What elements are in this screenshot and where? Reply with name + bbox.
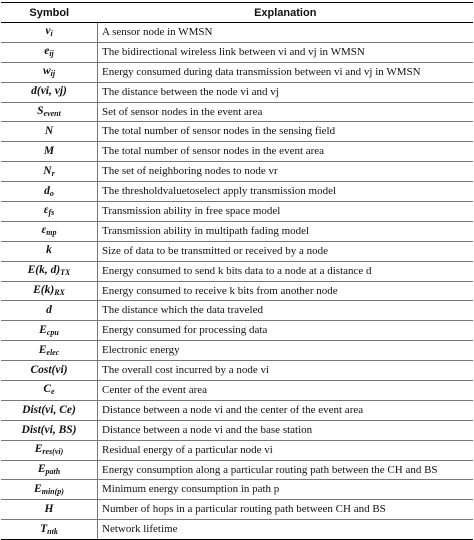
table-row	[1, 500, 473, 520]
symbol-main: k	[46, 244, 52, 257]
symbol-table	[1, 2, 473, 540]
explanation-cell: The total number of sensor nodes in the sensing field	[98, 122, 474, 142]
symbol-subscript: event	[43, 109, 61, 118]
symbol-main: Cost(vi)	[30, 363, 68, 376]
symbol-subscript: ntk	[47, 526, 58, 536]
symbol-cell	[1, 162, 98, 182]
table-row	[1, 301, 473, 321]
explanation-cell: Set of sensor nodes in the event area	[98, 102, 474, 122]
table-row	[1, 361, 473, 381]
symbol-main: E	[37, 463, 46, 476]
explanation-cell: Electronic energy	[98, 341, 474, 361]
symbol-subscript: cpu	[46, 327, 59, 337]
explanation-cell: Energy consumed to send k bits data to a node at a distance d	[98, 261, 474, 281]
symbol-cell	[1, 221, 98, 241]
symbol-main: d(vi, vj)	[31, 85, 67, 98]
table-row	[1, 341, 473, 361]
explanation-cell: The distance which the data traveled	[98, 301, 474, 321]
symbol-subscript: res(vi)	[42, 447, 64, 457]
header-row	[1, 3, 473, 23]
table-row	[1, 162, 473, 182]
table-row	[1, 23, 473, 43]
explanation-cell: A sensor node in WMSN	[98, 23, 474, 43]
symbol-cell	[1, 42, 98, 62]
symbol-cell	[1, 142, 98, 162]
explanation-cell: Energy consumption along a particular routing path between the CH and BS	[98, 460, 474, 480]
table-row	[1, 460, 473, 480]
symbol-subscript: ij	[50, 69, 56, 79]
symbol-subscript: o	[49, 188, 54, 198]
symbol-cell	[1, 321, 98, 341]
explanation-cell: Minimum energy consumption in path p	[98, 480, 474, 500]
explanation-cell: Distance between a node vi and the center of the event area	[98, 400, 474, 420]
symbol-subscript: r	[51, 168, 55, 178]
symbol-cell	[1, 122, 98, 142]
explanation-cell: The total number of sensor nodes in the event area	[98, 142, 474, 162]
symbol-subscript: RX	[54, 288, 65, 298]
symbol-cell	[1, 440, 98, 460]
table-row	[1, 102, 473, 122]
symbol-main: Dist(vi, BS)	[21, 423, 77, 436]
symbol-cell	[1, 520, 98, 540]
symbol-main: E	[38, 343, 47, 356]
table-body	[1, 23, 473, 540]
symbol-main: v	[45, 25, 51, 38]
table-row	[1, 420, 473, 440]
explanation-cell: Energy consumed for processing data	[98, 321, 474, 341]
symbol-main: N	[44, 125, 54, 138]
symbol-subscript: elec	[46, 347, 60, 357]
explanation-cell: The distance between the node vi and vj	[98, 82, 474, 102]
table-row	[1, 82, 473, 102]
explanation-column-header: Explanation	[98, 3, 474, 23]
symbol-main: E	[39, 323, 47, 336]
table-row	[1, 281, 473, 301]
explanation-cell: Center of the event area	[98, 381, 474, 401]
symbol-main: M	[43, 145, 55, 158]
symbol-main: E(k, d)	[27, 264, 61, 277]
table-row	[1, 321, 473, 341]
table-row	[1, 400, 473, 420]
table-row	[1, 42, 473, 62]
explanation-cell: Distance between a node vi and the base station	[98, 420, 474, 440]
symbol-cell	[1, 82, 98, 102]
symbol-main: N	[43, 164, 52, 177]
symbol-cell	[1, 400, 98, 420]
table-header	[1, 3, 473, 23]
symbol-subscript: e	[51, 387, 55, 397]
table-row	[1, 202, 473, 222]
symbol-cell	[1, 202, 98, 222]
symbol-main: E	[34, 482, 42, 495]
symbol-main: T	[40, 522, 48, 535]
table-row	[1, 241, 473, 261]
table-row	[1, 440, 473, 460]
explanation-cell: Number of hops in a particular routing path between CH and BS	[98, 500, 474, 520]
symbol-cell	[1, 480, 98, 500]
symbol-cell	[1, 420, 98, 440]
symbol-subscript: fs	[48, 208, 55, 218]
symbol-subscript: mp	[46, 228, 57, 238]
table-row	[1, 62, 473, 82]
symbol-main: d	[46, 304, 52, 317]
table-row	[1, 520, 473, 540]
symbol-subscript: min(p)	[41, 486, 64, 496]
table-row	[1, 142, 473, 162]
explanation-cell: Residual energy of a particular node vi	[98, 440, 474, 460]
symbol-cell	[1, 23, 98, 43]
symbol-main: d	[44, 184, 50, 197]
table-row	[1, 221, 473, 241]
symbol-cell	[1, 62, 98, 82]
symbol-cell	[1, 500, 98, 520]
symbol-main: ε	[41, 224, 47, 237]
symbol-cell	[1, 381, 98, 401]
symbol-subscript: i	[50, 29, 53, 39]
explanation-cell: Energy consumed to receive k bits from another node	[98, 281, 474, 301]
symbol-cell	[1, 241, 98, 261]
explanation-cell: The bidirectional wireless link between vi and vj in WMSN	[98, 42, 474, 62]
explanation-cell: The set of neighboring nodes to node vr	[98, 162, 474, 182]
explanation-cell: Size of data to be transmitted or received by a node	[98, 241, 474, 261]
symbol-main: E	[34, 443, 43, 456]
table-row	[1, 381, 473, 401]
symbol-cell	[1, 460, 98, 480]
symbol-subscript: TX	[60, 268, 71, 278]
symbol-main: ε	[43, 204, 49, 217]
table-row	[1, 261, 473, 281]
symbol-subscript: path	[45, 467, 61, 477]
symbol-cell	[1, 182, 98, 202]
symbol-main: E(k)	[33, 284, 55, 297]
symbol-main: Dist(vi, Ce)	[22, 403, 76, 416]
explanation-cell: Transmission ability in free space model	[98, 202, 474, 222]
symbol-cell	[1, 261, 98, 281]
symbol-subscript: ij	[49, 49, 54, 59]
explanation-cell: The overall cost incurred by a node vi	[98, 361, 474, 381]
symbol-main: C	[43, 383, 52, 396]
symbol-main: S	[37, 105, 44, 117]
table-row	[1, 122, 473, 142]
symbol-main: e	[44, 45, 50, 58]
explanation-cell: Transmission ability in multipath fading model	[98, 221, 474, 241]
symbol-cell	[1, 341, 98, 361]
table-row	[1, 480, 473, 500]
symbol-main: H	[44, 503, 54, 516]
symbol-column-header: Symbol	[1, 3, 98, 23]
symbol-cell	[1, 281, 98, 301]
explanation-cell: Energy consumed during data transmission between vi and vj in WMSN	[98, 62, 474, 82]
symbol-main: w	[42, 65, 51, 78]
explanation-cell: The thresholdvaluetoselect apply transmission model	[98, 182, 474, 202]
symbol-cell	[1, 102, 98, 122]
explanation-cell: Network lifetime	[98, 520, 474, 540]
symbol-cell	[1, 361, 98, 381]
symbol-cell	[1, 301, 98, 321]
table-row	[1, 182, 473, 202]
